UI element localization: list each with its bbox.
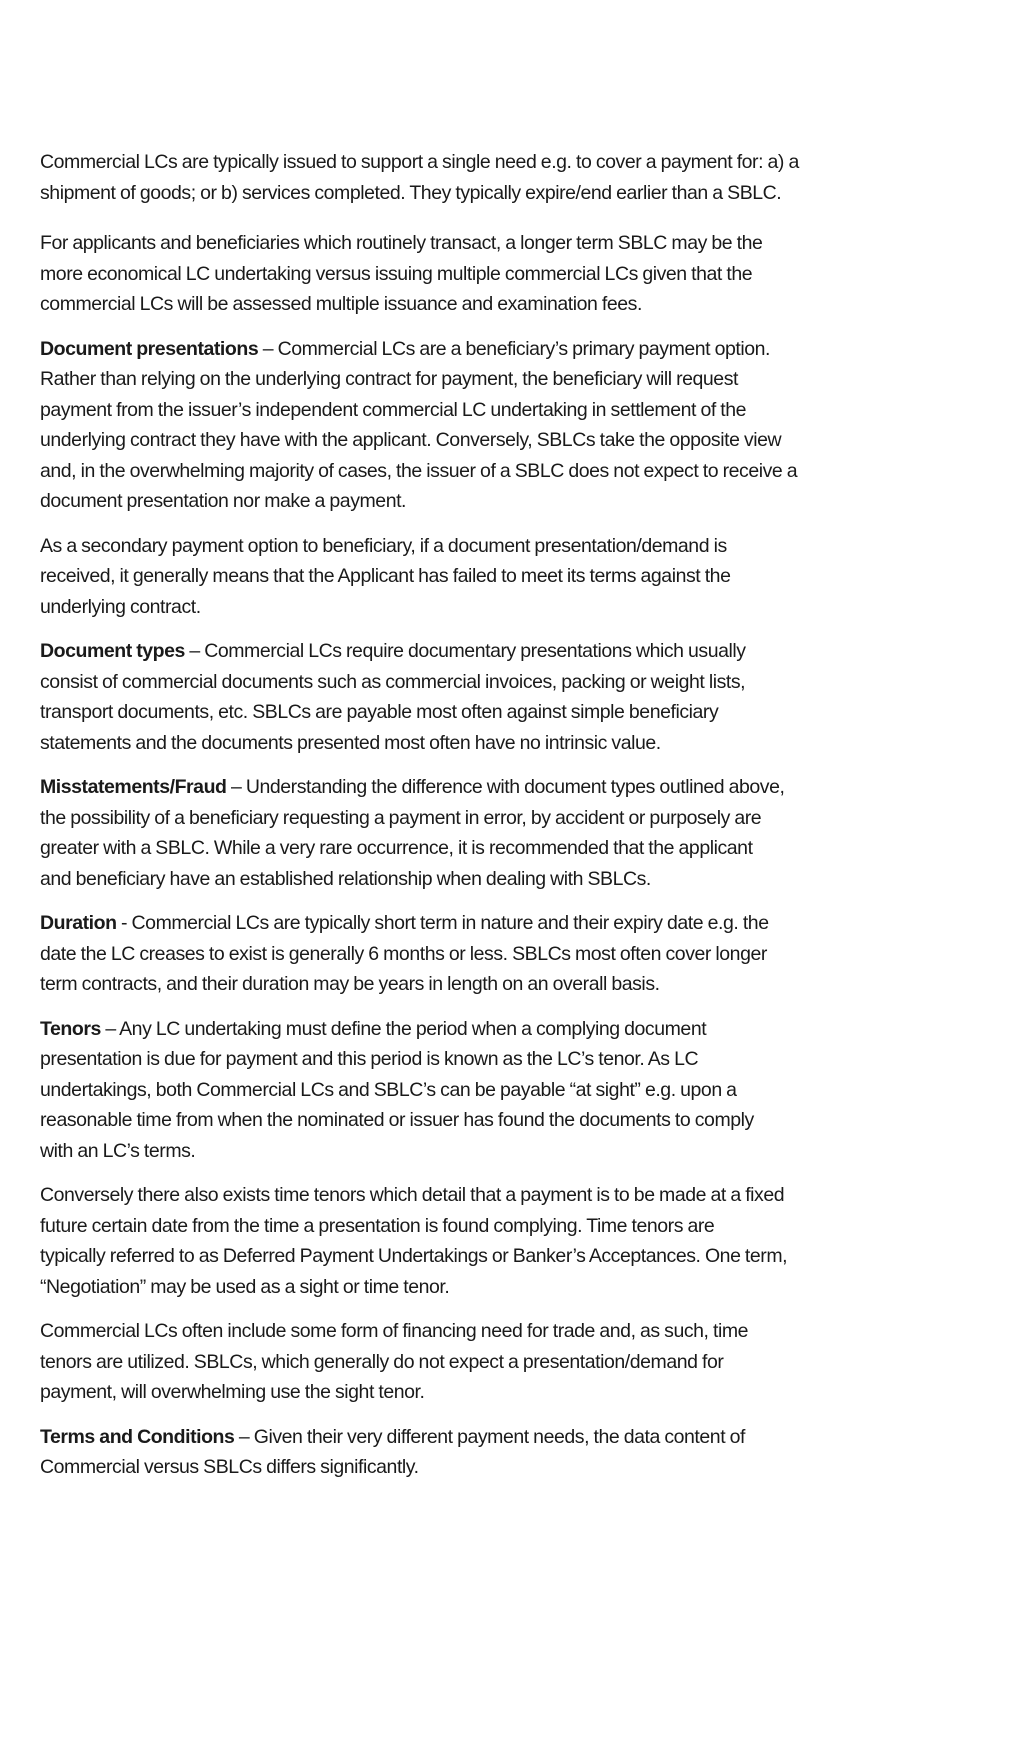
text-line: shipment of goods; or b) services completed. They typically expire/end earlier than a SBLC. xyxy=(40,181,782,204)
section-heading: Misstatements/Fraud xyxy=(40,776,227,798)
paragraph-document-types xyxy=(40,636,990,758)
text-line: transport documents, etc. SBLCs are payable most often against simple beneficiary xyxy=(40,701,719,723)
text-line: the possibility of a beneficiary requesting a payment in error, by accident or purposely are xyxy=(40,806,762,829)
text-line: and, in the overwhelming majority of cases, the issuer of a SBLC does not expect to receive a xyxy=(40,459,798,482)
text-line: underlying contract. xyxy=(40,595,201,618)
paragraph-financing xyxy=(40,1316,990,1408)
text-line: “Negotiation” may be used as a sight or time tenor. xyxy=(40,1275,450,1298)
paragraph-time-tenors xyxy=(40,1180,990,1302)
document-page xyxy=(40,147,990,1497)
text-line: - Commercial LCs are typically short term in nature and their expiry date e.g. the xyxy=(116,912,769,934)
text-line: – Commercial LCs are a beneficiary’s primary payment option. xyxy=(258,337,770,360)
paragraph-misstatements-fraud xyxy=(40,772,990,894)
paragraph-document-presentations xyxy=(40,334,990,517)
text-line: more economical LC undertaking versus issuing multiple commercial LCs given that the xyxy=(40,262,753,285)
text-line: – Given their very different payment needs, the data content of xyxy=(234,1425,745,1448)
text-line: statements and the documents presented most often have no intrinsic value. xyxy=(40,731,661,754)
text-line: tenors are utilized. SBLCs, which generally do not expect a presentation/demand for xyxy=(40,1350,724,1373)
text-line: Commercial LCs are typically issued to support a single need e.g. to cover a payment for: a) a xyxy=(40,151,799,173)
paragraph-sblc-economy xyxy=(40,228,990,320)
text-line: Commercial LCs often include some form of financing need for trade and, as such, time xyxy=(40,1320,749,1342)
text-line: typically referred to as Deferred Payment Undertakings or Banker’s Acceptances. One term, xyxy=(40,1245,788,1267)
section-heading: Duration xyxy=(40,912,117,934)
paragraph-duration xyxy=(40,908,990,1000)
section-heading: Document presentations xyxy=(40,337,259,360)
text-line: with an LC’s terms. xyxy=(40,1139,196,1162)
text-line: commercial LCs will be assessed multiple issuance and examination fees. xyxy=(40,293,642,315)
text-line: As a secondary payment option to beneficiary, if a document presentation/demand is xyxy=(40,534,727,557)
text-line: – Commercial LCs require documentary presentations which usually xyxy=(184,640,746,662)
section-heading: Document types xyxy=(40,640,185,662)
text-line: – Any LC undertaking must define the period when a complying document xyxy=(100,1017,707,1040)
text-line: payment, will overwhelming use the sight tenor. xyxy=(40,1381,425,1403)
text-line: future certain date from the time a presentation is found complying. Time tenors are xyxy=(40,1214,715,1237)
section-heading: Terms and Conditions xyxy=(40,1425,235,1448)
paragraph-tenors xyxy=(40,1014,990,1167)
paragraph-commercial-lc-intro xyxy=(40,147,990,208)
text-line: and beneficiary have an established relationship when dealing with SBLCs. xyxy=(40,867,651,890)
text-line: presentation is due for payment and this period is known as the LC’s tenor. As LC xyxy=(40,1048,699,1070)
text-line: Conversely there also exists time tenors which detail that a payment is to be made at a fixed xyxy=(40,1184,785,1206)
text-line: – Understanding the difference with document types outlined above, xyxy=(226,776,785,798)
text-line: payment from the issuer’s independent commercial LC undertaking in settlement of the xyxy=(40,398,747,421)
text-line: date the LC creases to exist is generally 6 months or less. SBLCs most often cover longer xyxy=(40,942,767,965)
text-line: reasonable time from when the nominated or issuer has found the documents to comply xyxy=(40,1109,754,1131)
section-heading: Tenors xyxy=(40,1017,101,1040)
paragraph-secondary-payment xyxy=(40,531,990,623)
paragraph-terms-conditions xyxy=(40,1422,990,1483)
text-line: consist of commercial documents such as commercial invoices, packing or weight lists, xyxy=(40,670,746,693)
text-line: undertakings, both Commercial LCs and SBLC’s can be payable “at sight” e.g. upon a xyxy=(40,1078,737,1101)
text-line: greater with a SBLC. While a very rare occurrence, it is recommended that the applicant xyxy=(40,837,753,859)
text-line: For applicants and beneficiaries which routinely transact, a longer term SBLC may be the xyxy=(40,232,763,254)
text-line: Commercial versus SBLCs differs significantly. xyxy=(40,1456,419,1478)
text-line: received, it generally means that the Applicant has failed to meet its terms against the xyxy=(40,565,731,587)
text-line: document presentation nor make a payment. xyxy=(40,490,407,512)
text-line: term contracts, and their duration may be years in length on an overall basis. xyxy=(40,973,660,995)
text-line: Rather than relying on the underlying contract for payment, the beneficiary will request xyxy=(40,368,738,390)
text-line: underlying contract they have with the applicant. Conversely, SBLCs take the opposite view xyxy=(40,429,782,451)
